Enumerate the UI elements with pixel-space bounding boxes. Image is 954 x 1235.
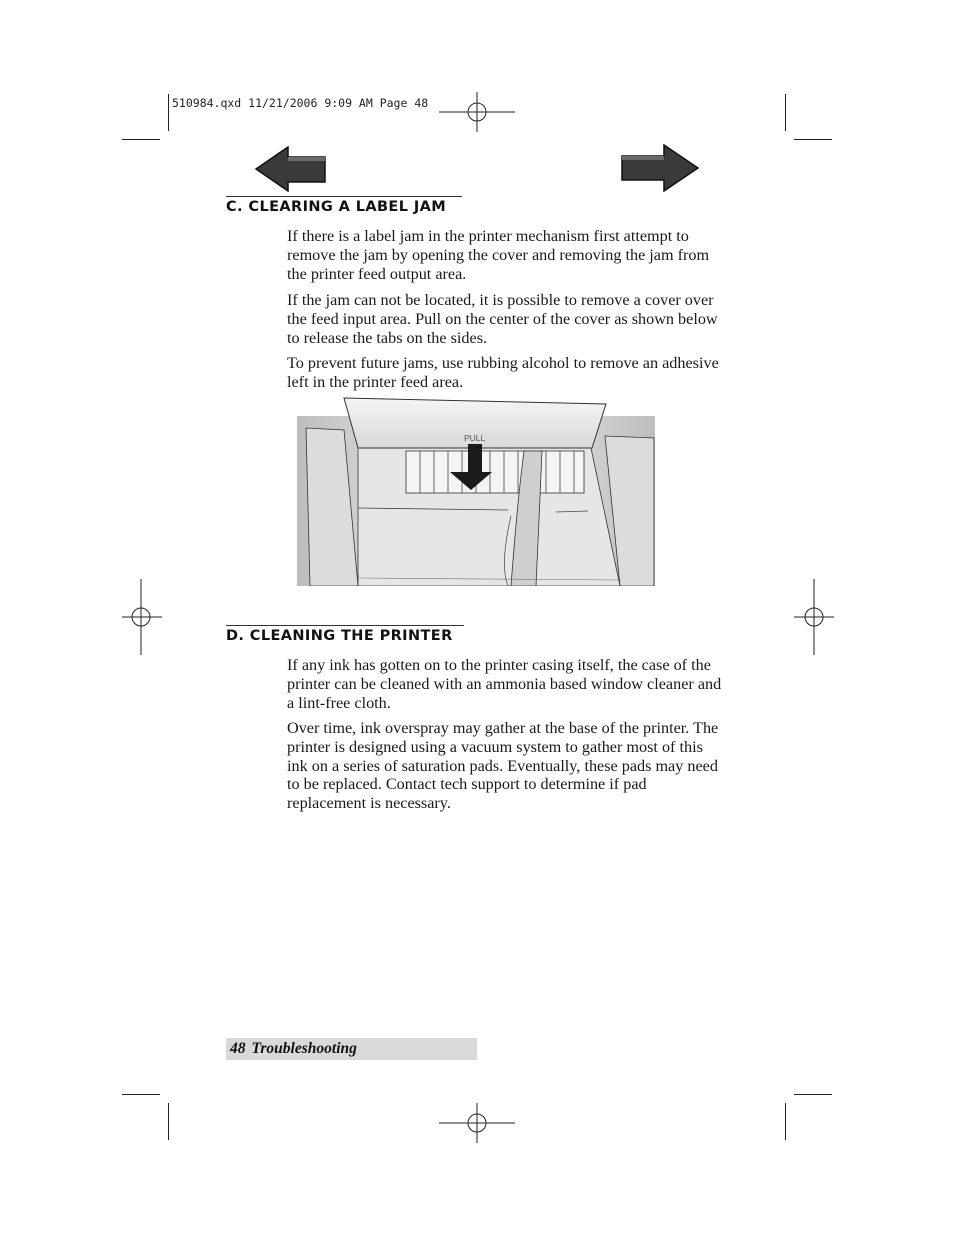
page-footer [226, 1038, 477, 1060]
left-arrow-icon[interactable] [254, 146, 328, 192]
pull-label: PULL [464, 433, 486, 443]
footer-label [230, 1040, 363, 1058]
section-divider [226, 625, 464, 626]
registration-mark-icon [439, 92, 515, 132]
registration-mark-icon [794, 579, 834, 655]
page-number: 48 [230, 1040, 246, 1057]
crop-mark [168, 94, 169, 131]
section-name: Troubleshooting [251, 1040, 357, 1057]
registration-mark-icon [122, 579, 162, 655]
paragraph: If the jam can not be located, it is possible to remove a cover over the feed input area. Pull on the center of the cover as shown below to release the tabs on the sides. [287, 291, 718, 347]
crop-mark [785, 94, 786, 131]
print-slug: 510984.qxd 11/21/2006 9:09 AM Page 48 [172, 96, 429, 110]
section-heading: C. CLEARING A LABEL JAM [226, 199, 447, 215]
section-divider [226, 196, 462, 197]
crop-mark [785, 1103, 786, 1140]
section-heading: D. CLEANING THE PRINTER [226, 628, 453, 644]
registration-mark-icon [439, 1103, 515, 1143]
crop-mark [794, 1094, 832, 1095]
printer-cover-illustration [296, 396, 656, 586]
right-arrow-icon[interactable] [620, 144, 700, 192]
crop-mark [122, 1094, 160, 1095]
paragraph: Over time, ink overspray may gather at the base of the printer. The printer is designed using a vacuum system to gather most of this ink on a series of saturation pads. Eventually, these pads may need to be replaced. Contact tech support to determine if pad replacement is necessary. [287, 719, 719, 813]
paragraph: If there is a label jam in the printer mechanism first attempt to remove the jam by opening the cover and removing the jam from the printer feed output area. [287, 227, 710, 283]
crop-mark [122, 139, 160, 140]
crop-mark [794, 139, 832, 140]
crop-mark [168, 1103, 169, 1140]
paragraph: If any ink has gotten on to the printer casing itself, the case of the printer can be cleaned with an ammonia based window cleaner and a lint-free cloth. [287, 656, 722, 712]
paragraph: To prevent future jams, use rubbing alcohol to remove an adhesive left in the printer feed area. [287, 354, 719, 391]
